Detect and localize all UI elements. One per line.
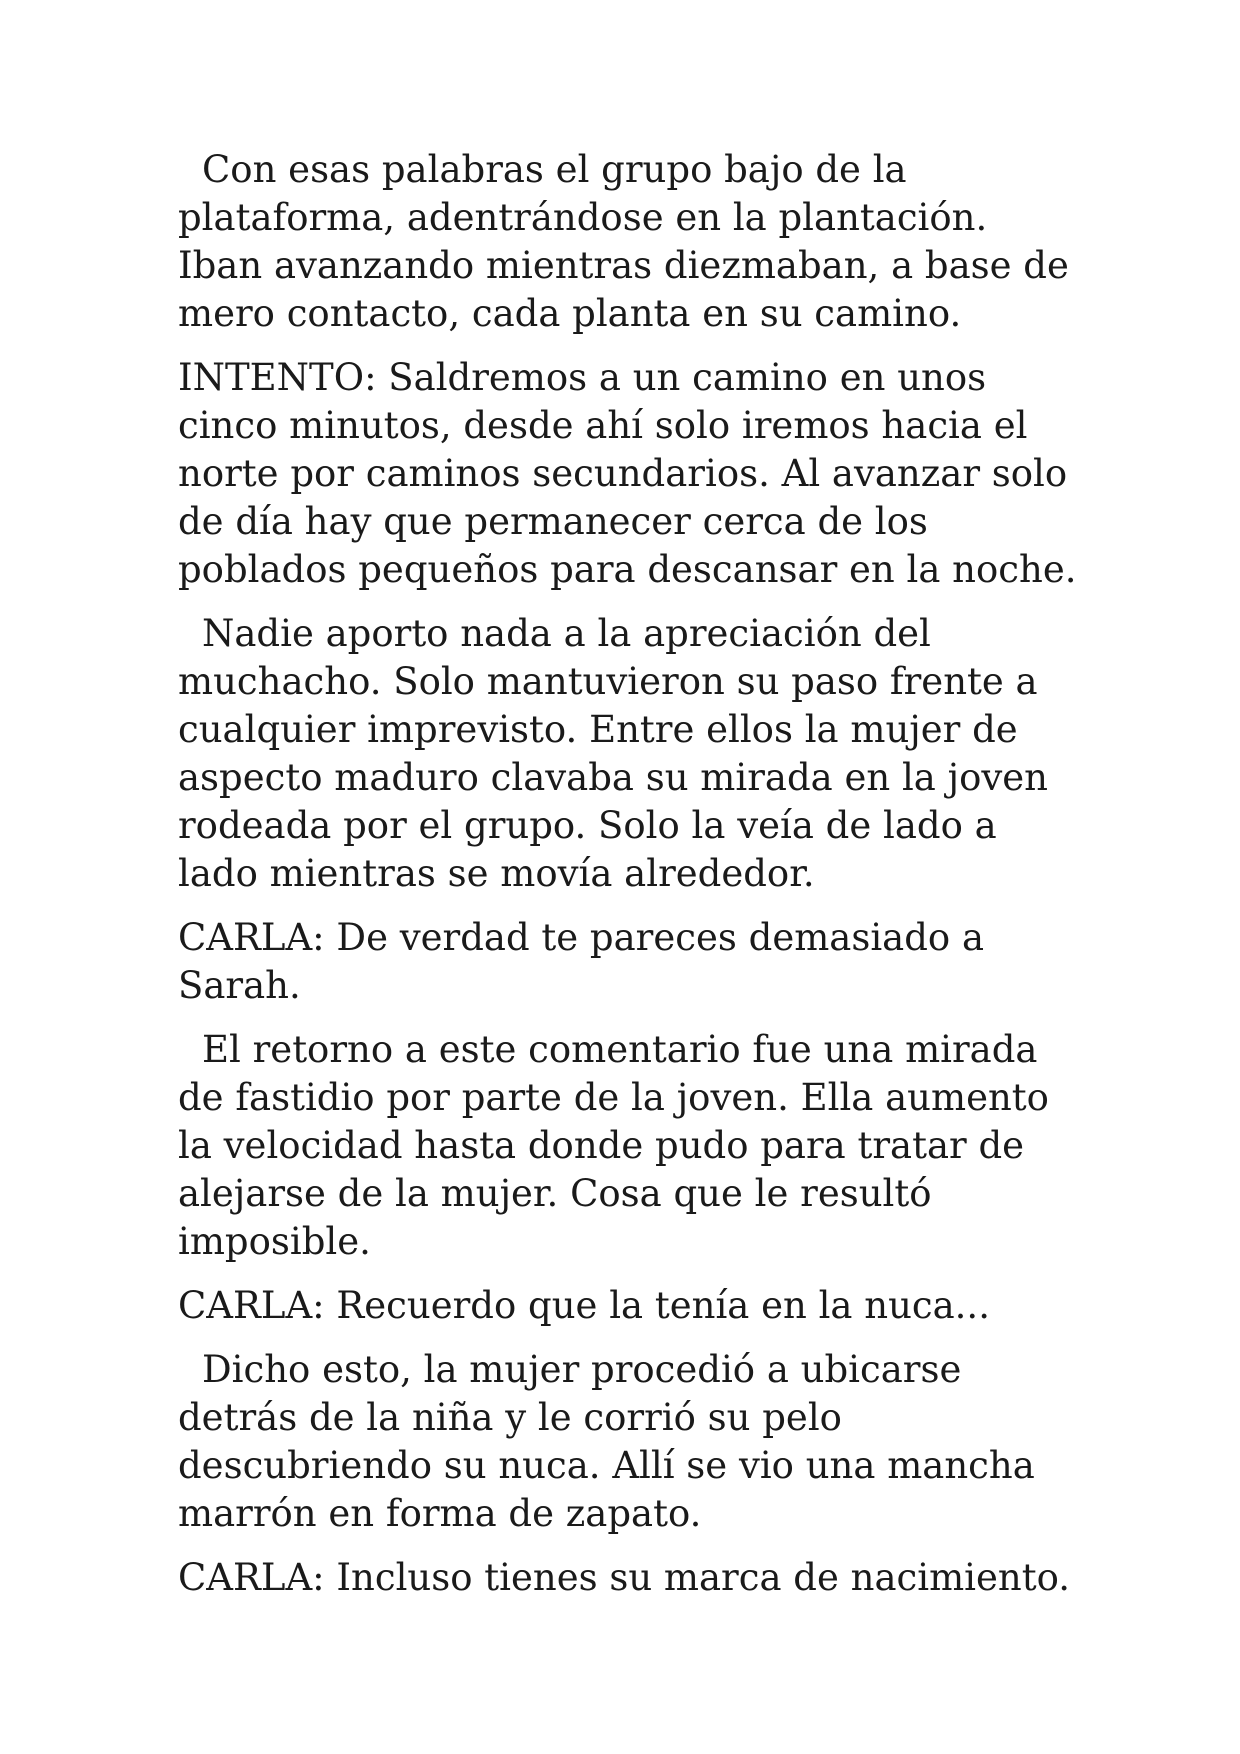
narration-paragraph: El retorno a este comentario fue una mirada de fastidio por parte de la joven. Ella aumento la velocidad hasta donde pudo para tratar de alejarse de la mujer. Cosa que le resultó imposible. bbox=[178, 1028, 1049, 1263]
page-text bbox=[178, 146, 1078, 1618]
dialogue-line: CARLA: De verdad te pareces demasiado a Sarah. bbox=[178, 916, 985, 1007]
narration-paragraph: Nadie aporto nada a la apreciación del muchacho. Solo mantuvieron su paso frente a cualquier imprevisto. Entre ellos la mujer de aspecto maduro clavaba su mirada en la joven rodeada por el grupo. Solo la veía de lado a lado mientras se movía alrededor. bbox=[178, 612, 1048, 895]
dialogue-line: CARLA: Incluso tienes su marca de nacimiento. bbox=[178, 1556, 1070, 1599]
narration-paragraph: Dicho esto, la mujer procedió a ubicarse detrás de la niña y le corrió su pelo descubriendo su nuca. Allí se vio una mancha marrón en forma de zapato. bbox=[178, 1348, 1035, 1535]
dialogue-line: INTENTO: Saldremos a un camino en unos cinco minutos, desde ahí solo iremos hacia el norte por caminos secundarios. Al avanzar solo de día hay que permanecer cerca de los poblados pequeños para descansar en la noche. bbox=[178, 356, 1077, 591]
narration-paragraph: Con esas palabras el grupo bajo de la plataforma, adentrándose en la plantación. Iban avanzando mientras diezmaban, a base de mero contacto, cada planta en su camino. bbox=[178, 148, 1069, 335]
dialogue-line: CARLA: Recuerdo que la tenía en la nuca... bbox=[178, 1284, 990, 1327]
